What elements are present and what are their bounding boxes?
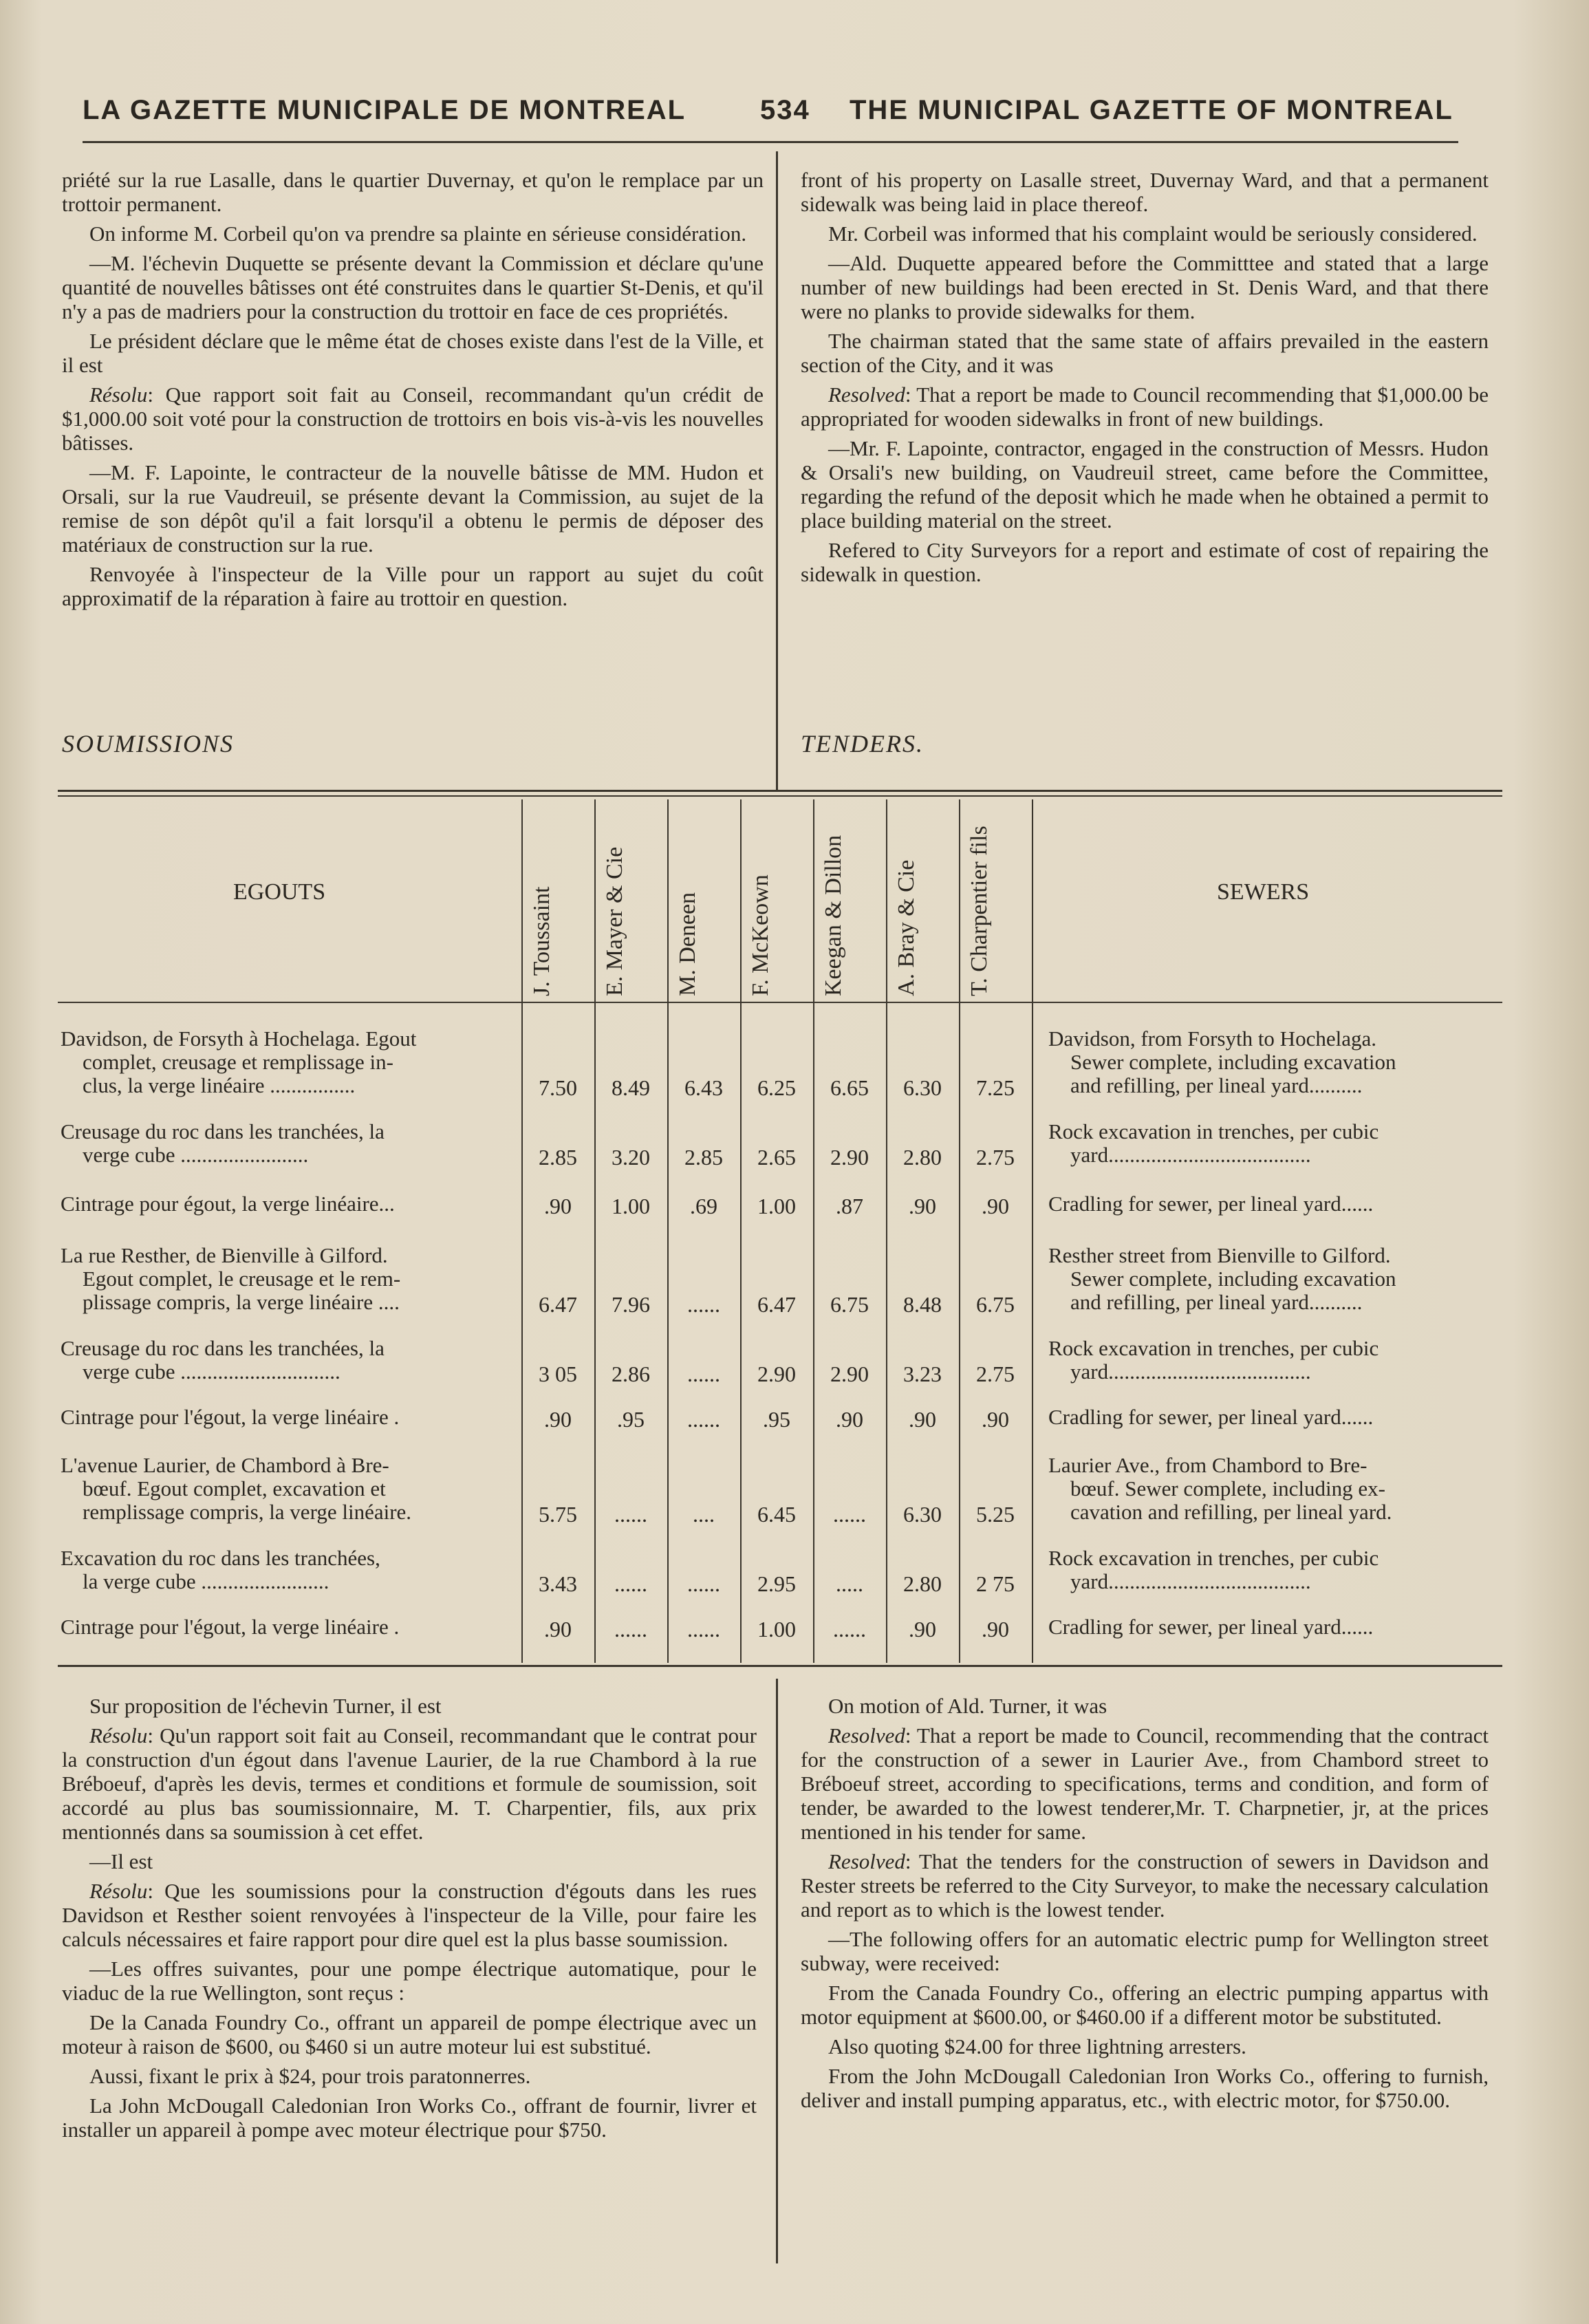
french-paragraph (62, 2094, 757, 2142)
resolution-lead: Resolved (828, 383, 905, 407)
row-label-line: Cradling for sewer, per lineal yard...... (1048, 1615, 1374, 1639)
english-paragraph (801, 1927, 1489, 1975)
tender-price-cell: 3.20 (612, 1145, 650, 1170)
tender-price-cell: ...... (687, 1571, 720, 1596)
tender-price-cell: ...... (833, 1502, 866, 1527)
tender-price-cell: 6.30 (903, 1502, 942, 1527)
paragraph-text: priété sur la rue Lasalle, dans le quartier Duvernay, et qu'on le remplace par un trottoir permanent. (62, 168, 764, 216)
row-label-line: bœuf. Egout complet, excavation et (83, 1477, 386, 1500)
french-paragraph (62, 562, 764, 610)
row-label-line: Egout complet, le creusage et le rem- (83, 1267, 401, 1291)
column-header-label: F. McKeown (748, 874, 773, 996)
paragraph-text: From the Canada Foundry Co., offering an electric pumping appartus with motor equipment at $600.00, or $460.00 if a different motor be substituted. (801, 1981, 1489, 2029)
tender-price-cell: 2.90 (757, 1362, 796, 1386)
paragraph-text: Aussi, fixant le prix à $24, pour trois paratonnerres. (89, 2064, 531, 2088)
row-label-line: and refilling, per lineal yard.......... (1070, 1291, 1363, 1314)
english-paragraph (801, 329, 1489, 377)
paragraph-text: —M. F. Lapointe, le contracteur de la nouvelle bâtisse de MM. Hudon et Orsali, sur la rue Vaudreuil, se présente devant la Commission, au sujet de la remise de son dépôt qu'il a fait lorsqu'il a obtenu le permis de déposer des matériaux de construction sur la rue. (62, 460, 764, 557)
row-label-line: Sewer complete, including excavation (1070, 1267, 1396, 1291)
paragraph-text: Renvoyée à l'inspecteur de la Ville pour un rapport au sujet du coût approximatif de la réparation à faire au trottoir en question. (62, 562, 764, 610)
table-column-line (959, 799, 960, 1663)
column-header-label: T. Charpentier fils (966, 826, 992, 996)
tender-price-cell: 1.00 (612, 1194, 650, 1218)
tender-price-cell: 8.49 (612, 1075, 650, 1100)
french-paragraph (62, 1723, 757, 1844)
table-column-line (740, 799, 742, 1663)
french-paragraph (62, 383, 764, 455)
row-label-line: Cintrage pour égout, la verge linéaire... (61, 1192, 395, 1216)
tender-price-cell: ..... (836, 1571, 863, 1596)
column-header-label: A. Bray & Cie (894, 859, 919, 996)
header-french-title: LA GAZETTE MUNICIPALE DE MONTREAL (83, 95, 687, 125)
row-label-french (61, 1454, 515, 1524)
english-paragraph (801, 1849, 1489, 1922)
tender-price-cell: 6.75 (976, 1292, 1015, 1317)
page-number: 534 (760, 95, 810, 125)
row-label-line: Cintrage pour l'égout, la verge linéaire . (61, 1615, 400, 1639)
tender-price-cell: 6.25 (757, 1075, 796, 1100)
row-label-line: Sewer complete, including excavation (1070, 1051, 1396, 1074)
paragraph-text: On motion of Ald. Turner, it was (828, 1694, 1107, 1718)
row-label-line: verge cube ........................ (83, 1143, 309, 1167)
table-column-line (521, 799, 523, 1663)
tender-price-cell: ...... (687, 1407, 720, 1432)
paragraph-text: : Que les soumissions pour la construction d'égouts dans les rues Davidson et Resther soient renvoyées à l'inspecteur de la Ville, pour faire les calculs nécessaires et faire rapport pour dire quel est la plus basse soumission. (62, 1879, 757, 1951)
tender-price-cell: 2 75 (976, 1571, 1015, 1596)
french-paragraph (62, 168, 764, 216)
english-paragraph (801, 168, 1489, 216)
french-column-top (62, 168, 764, 616)
english-column-bottom (801, 1694, 1489, 2118)
resolution-lead: Résolu (89, 1879, 148, 1903)
english-paragraph (801, 1694, 1489, 1718)
french-paragraph (62, 460, 764, 557)
row-label-line: Creusage du roc dans les tranchées, la (61, 1120, 385, 1143)
tender-price-cell: .90 (544, 1194, 572, 1218)
paragraph-text: : That the tenders for the construction of sewers in Davidson and Rester streets be referred to the City Surveyor, to make the necessary calculation and report as to which is the lowest tender. (801, 1849, 1489, 1922)
tender-price-cell: 5.75 (539, 1502, 577, 1527)
tender-price-cell: 2.65 (757, 1145, 796, 1170)
tender-price-cell: ...... (833, 1617, 866, 1642)
french-paragraph (62, 222, 764, 246)
table-column-line (813, 799, 814, 1663)
table-header-rule (58, 1002, 1502, 1003)
row-label-line: Excavation du roc dans les tranchées, (61, 1547, 380, 1570)
row-label-english (1048, 1547, 1495, 1593)
english-paragraph (801, 251, 1489, 323)
french-paragraph (62, 1879, 757, 1951)
row-label-line: Davidson, de Forsyth à Hochelaga. Egout (61, 1027, 417, 1051)
french-paragraph (62, 2064, 757, 2088)
resolution-lead: Resolved (828, 1849, 905, 1873)
column-header-1 (528, 735, 583, 996)
resolution-lead: Résolu (89, 1723, 148, 1747)
english-paragraph (801, 1723, 1489, 1844)
french-paragraph (62, 251, 764, 323)
french-paragraph (62, 2010, 757, 2058)
english-paragraph (801, 383, 1489, 431)
row-label-line: L'avenue Laurier, de Chambord à Bre- (61, 1454, 389, 1477)
row-label-french (61, 1027, 515, 1097)
row-label-french (61, 1192, 515, 1216)
tender-price-cell: ...... (687, 1362, 720, 1386)
paragraph-text: La John McDougall Caledonian Iron Works Co., offrant de fournir, livrer et installer un appareil à pompe avec moteur électrique pour $750. (62, 2094, 757, 2142)
tender-price-cell: .90 (909, 1194, 936, 1218)
row-label-line: and refilling, per lineal yard.......... (1070, 1074, 1363, 1097)
paragraph-text: On informe M. Corbeil qu'on va prendre sa plainte en sérieuse considération. (89, 222, 747, 246)
header-english-title: THE MUNICIPAL GAZETTE OF MONTREAL (850, 95, 1453, 125)
tender-price-cell: 6.30 (903, 1075, 942, 1100)
row-label-line: Rock excavation in trenches, per cubic (1048, 1547, 1379, 1570)
row-label-french (61, 1547, 515, 1593)
english-paragraph (801, 436, 1489, 532)
tender-price-cell: 6.75 (830, 1292, 869, 1317)
paragraph-text: Mr. Corbeil was informed that his complaint would be seriously considered. (828, 222, 1478, 246)
tender-price-cell: .90 (544, 1617, 572, 1642)
column-divider-top (776, 151, 778, 791)
tender-price-cell: 5.25 (976, 1502, 1015, 1527)
row-label-french (61, 1244, 515, 1314)
paragraph-text: : That a report be made to Council recommending that $1,000.00 be appropriated for wooden sidewalks in front of new buildings. (801, 383, 1489, 431)
tender-price-cell: 1.00 (757, 1617, 796, 1642)
row-label-line: complet, creusage et remplissage in- (83, 1051, 393, 1074)
row-label-line: Rock excavation in trenches, per cubic (1048, 1120, 1379, 1143)
paragraph-text: —Mr. F. Lapointe, contractor, engaged in the construction of Messrs. Hudon & Orsali's new building, on Vaudreuil street, came before the Committee, regarding the refund of the deposit which he made when he obtained a permit to place building material on the street. (801, 436, 1489, 532)
table-column-line (667, 799, 669, 1663)
row-label-line: verge cube .............................. (83, 1360, 340, 1384)
row-label-line: Cradling for sewer, per lineal yard...... (1048, 1406, 1374, 1429)
column-header-6 (893, 735, 948, 996)
row-label-english (1048, 1244, 1495, 1314)
row-label-french (61, 1120, 515, 1167)
tender-price-cell: 6.47 (539, 1292, 577, 1317)
resolution-lead: Resolved (828, 1723, 905, 1747)
section-title-soumissions: SOUMISSIONS (62, 730, 234, 757)
tender-price-cell: ...... (687, 1292, 720, 1317)
tender-price-cell: .90 (982, 1194, 1009, 1218)
tender-price-cell: ...... (614, 1617, 647, 1642)
row-label-line: Davidson, from Forsyth to Hochelaga. (1048, 1027, 1376, 1051)
column-header-7 (966, 735, 1021, 996)
paragraph-text: The chairman stated that the same state of affairs prevailed in the eastern section of the City, and it was (801, 329, 1489, 377)
english-paragraph (801, 2064, 1489, 2112)
row-label-french (61, 1337, 515, 1384)
paragraph-text: De la Canada Foundry Co., offrant un appareil de pompe électrique avec un moteur à raison de $600, ou $460 si un autre moteur lui est substitué. (62, 2010, 757, 2058)
row-label-english (1048, 1120, 1495, 1167)
paragraph-text: —The following offers for an automatic electric pump for Wellington street subway, were received: (801, 1927, 1489, 1975)
tender-price-cell: 2.80 (903, 1571, 942, 1596)
tender-price-cell: 6.47 (757, 1292, 796, 1317)
row-label-line: bœuf. Sewer complete, including ex- (1070, 1477, 1385, 1500)
tender-price-cell: .90 (544, 1407, 572, 1432)
tender-price-cell: 3 05 (539, 1362, 577, 1386)
column-header-label: E. Mayer & Cie (602, 846, 627, 996)
row-label-line: yard...................................... (1070, 1570, 1311, 1593)
tender-price-cell: 3.23 (903, 1362, 942, 1386)
french-paragraph (62, 1694, 757, 1718)
page-header (83, 95, 1458, 136)
paragraph-text: Le président déclare que le même état de choses existe dans l'est de la Ville, et il est (62, 329, 764, 377)
row-label-english (1048, 1027, 1495, 1097)
row-label-line: Cintrage pour l'égout, la verge linéaire . (61, 1406, 400, 1429)
column-divider-bottom (776, 1679, 778, 2263)
table-column-line (1032, 799, 1033, 1663)
tender-price-cell: .95 (763, 1407, 790, 1432)
paragraph-text: front of his property on Lasalle street, Duvernay Ward, and that a permanent sidewalk was being laid in place thereof. (801, 168, 1489, 216)
english-column-top (801, 168, 1489, 592)
tender-price-cell: .90 (909, 1407, 936, 1432)
tender-price-cell: 3.43 (539, 1571, 577, 1596)
tender-price-cell: .87 (836, 1194, 863, 1218)
table-heading-sewers: SEWERS (1217, 879, 1310, 905)
row-label-line: cavation and refilling, per lineal yard. (1070, 1500, 1392, 1524)
tender-price-cell: .90 (982, 1407, 1009, 1432)
tender-price-cell: 2.86 (612, 1362, 650, 1386)
column-header-label: J. Toussaint (529, 886, 554, 996)
resolution-lead: Résolu (89, 383, 148, 407)
paragraph-text: —M. l'échevin Duquette se présente devant la Commission et déclare qu'une quantité de nouvelles bâtisses ont été construites dans le quartier St-Denis, et qu'il n'y a pas de madriers pour la construction du trottoir en face de ces propriétés. (62, 251, 764, 323)
column-header-5 (820, 735, 875, 996)
tender-price-cell: 8.48 (903, 1292, 942, 1317)
table-heading-egouts: EGOUTS (233, 879, 326, 905)
row-label-english (1048, 1406, 1495, 1429)
english-paragraph (801, 538, 1489, 586)
column-header-4 (747, 735, 802, 996)
row-label-french (61, 1406, 515, 1429)
tender-price-cell: 2.85 (684, 1145, 723, 1170)
paragraph-text: : Qu'un rapport soit fait au Conseil, recommandant que le contrat pour la construction d'un égout dans l'avenue Laurier, de la rue Chambord à la rue Bréboeuf, d'après les devis, termes et conditions et formule de soumission, soit accordé au plus bas soumissionnaire, M. T. Charpentier, fils, aux prix mentionnés dans sa soumission à cet effet. (62, 1723, 757, 1844)
row-label-line: yard...................................... (1070, 1360, 1311, 1384)
paragraph-text: —Il est (89, 1849, 153, 1873)
tender-price-cell: 6.65 (830, 1075, 869, 1100)
tender-price-cell: 2.75 (976, 1362, 1015, 1386)
row-label-line: Creusage du roc dans les tranchées, la (61, 1337, 385, 1360)
tender-price-cell: .... (693, 1502, 715, 1527)
table-bottom-rule (58, 1665, 1502, 1667)
tender-price-cell: 6.45 (757, 1502, 796, 1527)
paragraph-text: Refered to City Surveyors for a report and estimate of cost of repairing the sidewalk in question. (801, 538, 1489, 586)
tender-price-cell: ...... (614, 1571, 647, 1596)
french-paragraph (62, 329, 764, 377)
row-label-english (1048, 1192, 1495, 1216)
tender-price-cell: ...... (614, 1502, 647, 1527)
row-label-line: plissage compris, la verge linéaire .... (83, 1291, 400, 1314)
tender-price-cell: 2.85 (539, 1145, 577, 1170)
row-label-line: Rock excavation in trenches, per cubic (1048, 1337, 1379, 1360)
row-label-line: Cradling for sewer, per lineal yard...... (1048, 1192, 1374, 1216)
tender-price-cell: 7.25 (976, 1075, 1015, 1100)
french-paragraph (62, 1957, 757, 2005)
english-paragraph (801, 2034, 1489, 2058)
row-label-line: clus, la verge linéaire ................ (83, 1074, 356, 1097)
paragraph-text: Also quoting $24.00 for three lightning arresters. (828, 2034, 1246, 2058)
tender-price-cell: 1.00 (757, 1194, 796, 1218)
tender-price-cell: 2.75 (976, 1145, 1015, 1170)
row-label-line: yard...................................... (1070, 1143, 1311, 1167)
tender-price-cell: 7.50 (539, 1075, 577, 1100)
tender-price-cell: 6.43 (684, 1075, 723, 1100)
tenders-table (58, 790, 1502, 1667)
tender-price-cell: 2.90 (830, 1145, 869, 1170)
row-label-line: remplissage compris, la verge linéaire. (83, 1500, 412, 1524)
table-column-line (594, 799, 596, 1663)
row-label-line: La rue Resther, de Bienville à Gilford. (61, 1244, 388, 1267)
column-header-label: M. Deneen (675, 892, 700, 996)
row-label-french (61, 1615, 515, 1639)
tender-price-cell: 2.95 (757, 1571, 796, 1596)
tender-price-cell: 2.90 (830, 1362, 869, 1386)
tender-price-cell: .95 (617, 1407, 645, 1432)
header-rule (83, 141, 1458, 143)
paragraph-text: —Les offres suivantes, pour une pompe électrique automatique, pour le viaduc de la rue Wellington, sont reçus : (62, 1957, 757, 2005)
row-label-english (1048, 1454, 1495, 1524)
paragraph-text: : Que rapport soit fait au Conseil, recommandant qu'un crédit de $1,000.00 soit voté pour la construction de trottoirs en bois vis-à-vis les nouvelles bâtisses. (62, 383, 764, 455)
column-header-3 (674, 735, 729, 996)
paragraph-text: —Ald. Duquette appeared before the Committtee and stated that a large number of new buildings had been erected in St. Denis Ward, and that there were no planks to provide sidewalks for them. (801, 251, 1489, 323)
english-paragraph (801, 222, 1489, 246)
tender-price-cell: 7.96 (612, 1292, 650, 1317)
table-column-line (886, 799, 887, 1663)
tender-price-cell: .90 (909, 1617, 936, 1642)
tender-price-cell: .69 (690, 1194, 717, 1218)
row-label-english (1048, 1615, 1495, 1639)
row-label-line: Resther street from Bienville to Gilford. (1048, 1244, 1391, 1267)
tender-price-cell: ...... (687, 1617, 720, 1642)
paragraph-text: Sur proposition de l'échevin Turner, il est (89, 1694, 442, 1718)
paragraph-text: : That a report be made to Council, recommending that the contract for the construction of a sewer in Laurier Ave., from Chambord street to Bréboeuf street, according to specifications, terms and condition, and form of tender, be awarded to the lowest tenderer,Mr. T. Charpnetier, jr, at the prices mentioned in his tender for same. (801, 1723, 1489, 1844)
tender-price-cell: .90 (836, 1407, 863, 1432)
tender-price-cell: 2.80 (903, 1145, 942, 1170)
column-header-2 (601, 735, 656, 996)
tender-price-cell: .90 (982, 1617, 1009, 1642)
section-title-tenders: TENDERS. (801, 730, 925, 757)
paragraph-text: From the John McDougall Caledonian Iron Works Co., offering to furnish, deliver and install pumping apparatus, etc., with electric motor, for $750.00. (801, 2064, 1489, 2112)
row-label-line: la verge cube ........................ (83, 1570, 329, 1593)
row-label-line: Laurier Ave., from Chambord to Bre- (1048, 1454, 1368, 1477)
french-paragraph (62, 1849, 757, 1873)
french-column-bottom (62, 1694, 757, 2147)
row-label-english (1048, 1337, 1495, 1384)
column-header-label: Keegan & Dillon (821, 835, 846, 996)
english-paragraph (801, 1981, 1489, 2029)
